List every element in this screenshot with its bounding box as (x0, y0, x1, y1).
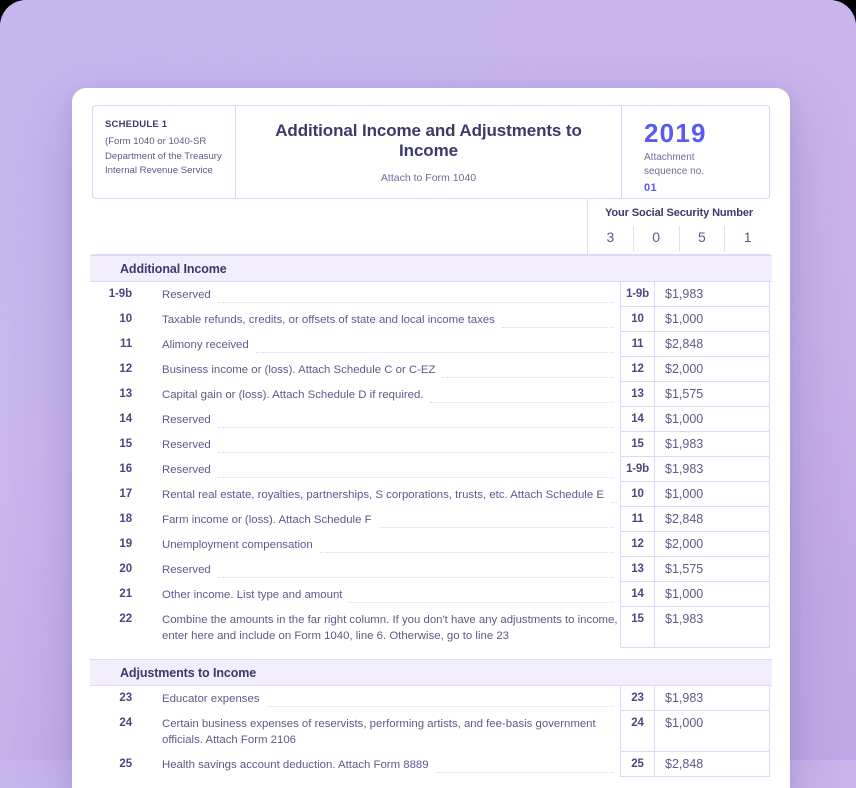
row-description-cell (142, 557, 620, 582)
row-amount-field[interactable]: $2,000 (655, 357, 770, 382)
row-entry-line-number: 14 (620, 407, 655, 432)
ssn-block (588, 198, 770, 254)
row-amount-field[interactable]: $1,983 (655, 607, 770, 648)
form-row (92, 432, 770, 457)
ssn-row (92, 198, 770, 255)
row-entry-line-number: 1-9b (620, 457, 655, 482)
row-description-text: Combine the amounts in the far right column. If you don't have any adjustments to income, enter here and include on Form 1040, line 6. Otherwise, go to line 23 (162, 614, 618, 642)
row-description-cell (142, 282, 620, 307)
form-main-title: Additional Income and Adjustments to Income (275, 120, 582, 160)
form-row (92, 582, 770, 607)
row-description-text: Rental real estate, royalties, partnerships, S corporations, trusts, etc. Attach Schedule E (162, 489, 604, 501)
row-description-text: Reserved (162, 564, 211, 576)
form-row-group (92, 282, 770, 648)
leader-dots (611, 502, 617, 503)
form-sections (92, 255, 770, 777)
row-amount-field[interactable]: $2,848 (655, 507, 770, 532)
row-amount-field[interactable]: $1,983 (655, 457, 770, 482)
row-amount-field[interactable]: $1,983 (655, 432, 770, 457)
attachment-label-line1: Attachment (644, 152, 695, 163)
row-description-text: Reserved (162, 464, 211, 476)
section-header-label: Additional Income (120, 261, 227, 276)
row-line-number: 13 (119, 388, 132, 400)
row-description-text: Unemployment compensation (162, 539, 313, 551)
form-sub-title: Attach to Form 1040 (380, 171, 477, 184)
schedule-agency-line: Internal Revenue Service (105, 165, 213, 176)
ssn-digit-1[interactable]: 3 (606, 229, 615, 245)
row-description-cell (142, 407, 620, 432)
row-entry-line-number: 10 (620, 482, 655, 507)
row-entry-line-number: 25 (620, 752, 655, 777)
row-entry-line-number: 15 (620, 607, 655, 648)
ssn-digit-3[interactable]: 5 (679, 226, 725, 251)
row-amount-field[interactable]: $1,983 (655, 282, 770, 307)
form-row (92, 407, 770, 432)
row-description-text: Business income or (loss). Attach Schedule C or C-EZ (162, 364, 436, 376)
leader-dots (218, 427, 614, 428)
row-description-text: Certain business expenses of reservists, performing artists, and fee-basis government officials. Attach Form 2106 (162, 718, 596, 746)
row-amount-field[interactable]: $1,000 (655, 407, 770, 432)
row-entry-line-number: 12 (620, 357, 655, 382)
section-gap (92, 648, 770, 659)
leader-dots (256, 352, 614, 353)
form-row (92, 752, 770, 777)
row-description-text: Reserved (162, 289, 211, 301)
row-description-cell (142, 532, 620, 557)
form-row (92, 357, 770, 382)
row-description-cell (142, 307, 620, 332)
schedule-department-line: Department of the Treasury (105, 150, 222, 162)
row-description-cell (142, 357, 620, 382)
ssn-row-spacer (92, 198, 588, 254)
row-description-text: Reserved (162, 414, 211, 426)
row-description-cell (142, 457, 620, 482)
year-attachment-block (622, 106, 769, 198)
page-corner-top-left (0, 0, 26, 26)
row-description-cell (142, 752, 620, 777)
row-amount-field[interactable]: $2,000 (655, 532, 770, 557)
row-description-text: Other income. List type and amount (162, 589, 343, 601)
leader-dots (379, 527, 614, 528)
form-row (92, 457, 770, 482)
row-description-text: Taxable refunds, credits, or offsets of state and local income taxes (162, 314, 495, 326)
form-title-block (236, 106, 622, 198)
row-line-number: 22 (119, 613, 132, 625)
row-entry-line-number: 10 (620, 307, 655, 332)
row-line-number: 10 (119, 313, 132, 325)
row-description-text: Capital gain or (loss). Attach Schedule D if required. (162, 389, 424, 401)
section-header-label: Adjustments to Income (120, 665, 257, 680)
form-row-group (92, 686, 770, 777)
attachment-label-line2: sequence no. (644, 165, 705, 177)
leader-dots (349, 602, 614, 603)
row-entry-line-number: 11 (620, 507, 655, 532)
row-description-cell (142, 507, 620, 532)
row-description-cell (142, 582, 620, 607)
leader-dots (430, 402, 614, 403)
form-header (92, 105, 770, 199)
row-entry-line-number: 11 (620, 332, 655, 357)
ssn-digit-4[interactable]: 1 (724, 226, 770, 251)
row-entry-line-number: 23 (620, 686, 655, 711)
leader-dots (267, 706, 614, 707)
row-amount-field[interactable]: $1,983 (655, 686, 770, 711)
leader-dots (442, 377, 614, 378)
row-entry-line-number: 15 (620, 432, 655, 457)
leader-dots (436, 772, 614, 773)
attachment-sequence-number: 01 (644, 182, 658, 194)
row-line-number: 19 (119, 538, 132, 550)
form-row (92, 686, 770, 711)
row-amount-field[interactable]: $1,575 (655, 557, 770, 582)
form-row (92, 282, 770, 307)
row-entry-line-number: 13 (620, 382, 655, 407)
row-line-number: 11 (120, 338, 132, 350)
row-line-number: 15 (119, 438, 132, 450)
row-amount-field[interactable]: $1,000 (655, 711, 770, 752)
row-description-text: Farm income or (loss). Attach Schedule F (162, 514, 372, 526)
leader-dots (320, 552, 614, 553)
row-amount-field[interactable]: $2,848 (655, 752, 770, 777)
row-line-number: 21 (119, 588, 132, 600)
schedule-form-line: (Form 1040 or 1040-SR (105, 136, 207, 147)
form-row (92, 532, 770, 557)
row-entry-line-number: 12 (620, 532, 655, 557)
row-entry-line-number: 13 (620, 557, 655, 582)
attachment-label (644, 151, 769, 178)
ssn-digit-2[interactable]: 0 (633, 226, 679, 251)
row-description-cell (142, 686, 620, 711)
row-description-text: Reserved (162, 439, 211, 451)
row-description-text: Health savings account deduction. Attach Form 8889 (162, 759, 429, 771)
row-description-cell (142, 607, 620, 648)
row-line-number: 17 (119, 488, 132, 500)
row-amount-field[interactable]: $2,848 (655, 332, 770, 357)
form-row (92, 482, 770, 507)
form-row (92, 557, 770, 582)
leader-dots (218, 452, 614, 453)
schedule-info-block (93, 106, 236, 198)
form-row (92, 382, 770, 407)
row-description-cell (142, 332, 620, 357)
row-description-cell (142, 432, 620, 457)
row-line-number: 25 (119, 758, 132, 770)
row-entry-line-number: 24 (620, 711, 655, 752)
ssn-digit-group (588, 226, 770, 251)
form-row (92, 711, 770, 752)
row-line-number: 14 (119, 413, 132, 425)
row-description-cell (142, 711, 620, 752)
row-line-number: 16 (119, 463, 132, 475)
tax-year: 2019 (644, 118, 707, 148)
row-amount-field[interactable]: $1,000 (655, 482, 770, 507)
row-line-number: 20 (119, 563, 132, 575)
form-row (92, 507, 770, 532)
row-line-number: 12 (119, 363, 132, 375)
form-row (92, 307, 770, 332)
row-entry-line-number: 1-9b (620, 282, 655, 307)
row-amount-field[interactable]: $1,000 (655, 582, 770, 607)
row-line-number: 24 (119, 717, 132, 729)
schedule-title: SCHEDULE 1 (105, 119, 168, 130)
row-entry-line-number: 14 (620, 582, 655, 607)
row-line-number: 18 (119, 513, 132, 525)
row-line-number: 23 (119, 692, 132, 704)
row-description-text: Educator expenses (162, 693, 260, 705)
section-header-band (90, 659, 772, 686)
row-description-text: Alimony received (162, 339, 249, 351)
ssn-label: Your Social Security Number (604, 207, 754, 219)
row-amount-field[interactable]: $1,575 (655, 382, 770, 407)
form-row (92, 332, 770, 357)
page-corner-top-right (830, 0, 856, 26)
row-amount-field[interactable]: $1,000 (655, 307, 770, 332)
leader-dots (218, 577, 614, 578)
section-header-band (90, 255, 772, 282)
form-row (92, 607, 770, 648)
tax-form-card (72, 88, 790, 788)
row-description-cell (142, 482, 620, 507)
leader-dots (502, 327, 614, 328)
leader-dots (218, 477, 614, 478)
row-description-cell (142, 382, 620, 407)
row-line-number: 1-9b (108, 288, 132, 300)
leader-dots (218, 302, 614, 303)
